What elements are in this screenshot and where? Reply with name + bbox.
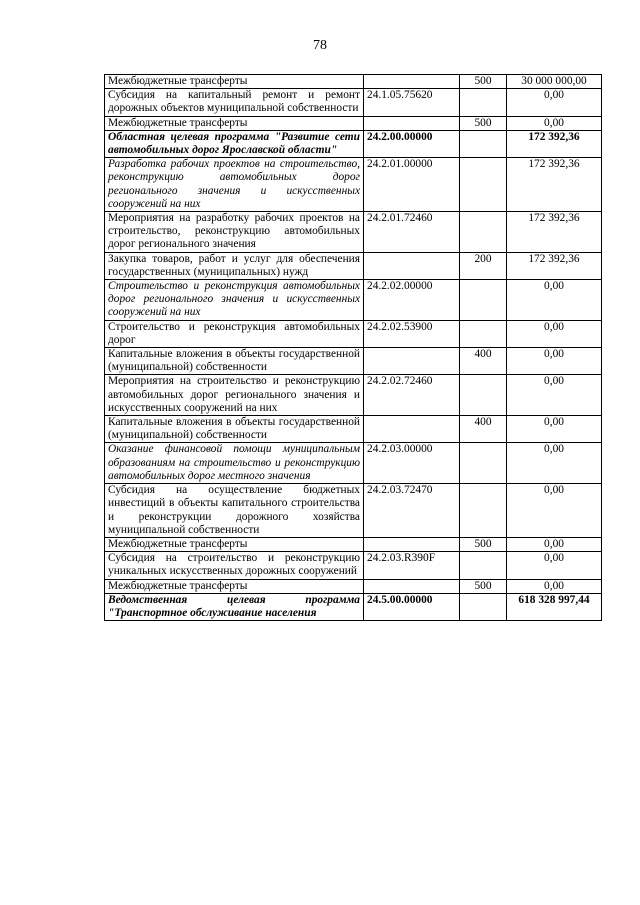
table-row [105, 130, 602, 157]
row-name-cell: Строительство и реконструкция автомобильных дорог [105, 320, 364, 347]
row-name-cell: Межбюджетные трансферты [105, 75, 364, 89]
page-number: 78 [313, 38, 327, 53]
table-row [105, 116, 602, 130]
row-expense-type-cell: 400 [460, 416, 507, 443]
row-name-cell: Субсидия на осуществление бюджетных инвестиций в объекты капитального строительства и реконструкции дорожного хозяйства муниципальной собственности [105, 484, 364, 538]
row-name-cell: Мероприятия на разработку рабочих проектов на строительство, реконструкцию автомобильных дорог регионального значения [105, 212, 364, 253]
table-row [105, 158, 602, 212]
table-row [105, 593, 602, 620]
row-amount-cell: 0,00 [507, 375, 602, 416]
table-row [105, 280, 602, 321]
row-expense-type-cell [460, 443, 507, 484]
row-expense-type-cell [460, 158, 507, 212]
table-row [105, 552, 602, 579]
row-name-cell: Ведомственная целевая программа "Транспортное обслуживание населения [105, 593, 364, 620]
row-name-cell: Закупка товаров, работ и услуг для обеспечения государственных (муниципальных) нужд [105, 252, 364, 279]
row-name-cell: Субсидия на строительство и реконструкцию уникальных искусственных дорожных сооружений [105, 552, 364, 579]
table-row [105, 212, 602, 253]
table-row [105, 89, 602, 116]
row-name-cell: Разработка рабочих проектов на строительство, реконструкцию автомобильных дорог регионального значения и искусственных сооружений на них [105, 158, 364, 212]
row-amount-cell: 0,00 [507, 537, 602, 551]
row-code-cell: 24.1.05.75620 [364, 89, 460, 116]
row-amount-cell: 0,00 [507, 579, 602, 593]
budget-table [104, 74, 602, 621]
table-row [105, 75, 602, 89]
row-expense-type-cell [460, 375, 507, 416]
row-name-cell: Мероприятия на строительство и реконструкцию автомобильных дорог регионального значения и искусственных сооружений на них [105, 375, 364, 416]
table-row [105, 537, 602, 551]
row-amount-cell: 0,00 [507, 89, 602, 116]
row-code-cell [364, 537, 460, 551]
row-code-cell: 24.2.03.R390F [364, 552, 460, 579]
row-expense-type-cell [460, 212, 507, 253]
row-amount-cell: 172 392,36 [507, 158, 602, 212]
row-name-cell: Субсидия на капитальный ремонт и ремонт дорожных объектов муниципальной собственности [105, 89, 364, 116]
row-code-cell: 24.5.00.00000 [364, 593, 460, 620]
row-amount-cell: 0,00 [507, 484, 602, 538]
row-name-cell: Межбюджетные трансферты [105, 579, 364, 593]
row-expense-type-cell: 500 [460, 579, 507, 593]
row-amount-cell: 172 392,36 [507, 212, 602, 253]
row-expense-type-cell: 500 [460, 537, 507, 551]
row-name-cell: Областная целевая программа "Развитие сети автомобильных дорог Ярославской области" [105, 130, 364, 157]
row-name-cell: Межбюджетные трансферты [105, 116, 364, 130]
table-row [105, 484, 602, 538]
row-amount-cell: 30 000 000,00 [507, 75, 602, 89]
row-code-cell [364, 579, 460, 593]
table-row [105, 348, 602, 375]
row-name-cell: Капитальные вложения в объекты государственной (муниципальной) собственности [105, 348, 364, 375]
row-expense-type-cell [460, 320, 507, 347]
row-name-cell: Строительство и реконструкция автомобильных дорог регионального значения и искусственных сооружений на них [105, 280, 364, 321]
row-code-cell: 24.2.03.00000 [364, 443, 460, 484]
row-code-cell [364, 116, 460, 130]
row-code-cell: 24.2.01.00000 [364, 158, 460, 212]
table-row [105, 579, 602, 593]
row-amount-cell: 0,00 [507, 416, 602, 443]
row-expense-type-cell: 500 [460, 75, 507, 89]
row-code-cell [364, 416, 460, 443]
table-row [105, 443, 602, 484]
row-name-cell: Межбюджетные трансферты [105, 537, 364, 551]
row-expense-type-cell [460, 484, 507, 538]
table-row [105, 416, 602, 443]
row-code-cell [364, 75, 460, 89]
row-expense-type-cell [460, 593, 507, 620]
row-amount-cell: 172 392,36 [507, 252, 602, 279]
row-expense-type-cell [460, 280, 507, 321]
row-amount-cell: 172 392,36 [507, 130, 602, 157]
row-code-cell: 24.2.03.72470 [364, 484, 460, 538]
row-expense-type-cell: 400 [460, 348, 507, 375]
row-code-cell [364, 348, 460, 375]
table-row [105, 252, 602, 279]
row-amount-cell: 618 328 997,44 [507, 593, 602, 620]
row-amount-cell: 0,00 [507, 443, 602, 484]
table-row [105, 375, 602, 416]
table-row [105, 320, 602, 347]
row-amount-cell: 0,00 [507, 280, 602, 321]
row-expense-type-cell [460, 89, 507, 116]
row-name-cell: Оказание финансовой помощи муниципальным образованиям на строительство и реконструкцию автомобильных дорог местного значения [105, 443, 364, 484]
row-code-cell: 24.2.02.72460 [364, 375, 460, 416]
row-code-cell: 24.2.01.72460 [364, 212, 460, 253]
row-expense-type-cell [460, 130, 507, 157]
row-code-cell: 24.2.02.00000 [364, 280, 460, 321]
row-code-cell [364, 252, 460, 279]
row-expense-type-cell [460, 552, 507, 579]
row-code-cell: 24.2.02.53900 [364, 320, 460, 347]
row-amount-cell: 0,00 [507, 320, 602, 347]
row-name-cell: Капитальные вложения в объекты государственной (муниципальной) собственности [105, 416, 364, 443]
row-expense-type-cell: 200 [460, 252, 507, 279]
row-amount-cell: 0,00 [507, 116, 602, 130]
row-amount-cell: 0,00 [507, 552, 602, 579]
row-expense-type-cell: 500 [460, 116, 507, 130]
row-code-cell: 24.2.00.00000 [364, 130, 460, 157]
row-amount-cell: 0,00 [507, 348, 602, 375]
